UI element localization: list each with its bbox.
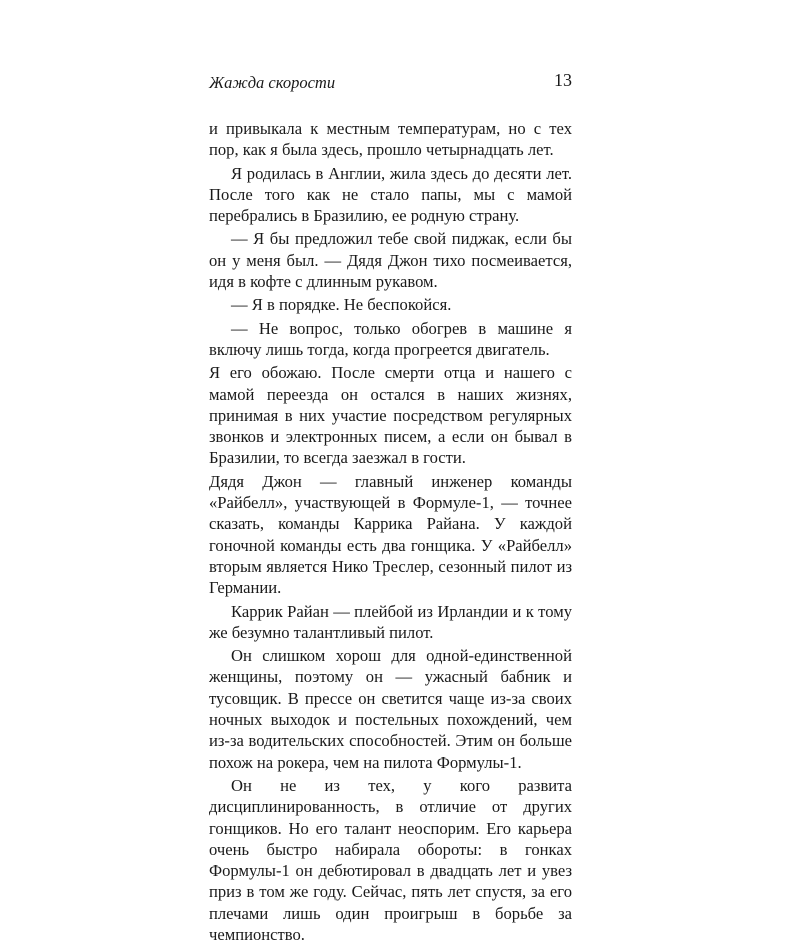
body-text bbox=[209, 118, 572, 945]
paragraph: — Я бы предложил тебе свой пиджак, если бы он у меня был. — Дядя Джон тихо посмеивается, идя в кофте с длинным рукавом. bbox=[209, 229, 572, 292]
paragraph: Каррик Райан — плейбой из Ирландии и к тому же безумно талантливый пилот. bbox=[209, 601, 572, 642]
paragraph: Я его обожаю. После смерти отца и нашего с мамой переезда он остался в наших жизнях, принимая в них участие посредством регулярных звонков и электронных писем, а если он бывал в Бразилии, то всегда заезжал в гости. bbox=[209, 363, 572, 468]
running-title: Жажда скорости bbox=[209, 73, 336, 92]
paragraph: Он не из тех, у кого развита дисциплинированность, в отличие от других гонщиков. Но его талант неоспорим. Его карьера очень быстро набирала обороты: в гонках Формулы-1 он дебютировал в двадцать лет и увез приз в том же году. Сейчас, пять лет спустя, за его плечами лишь один проигрыш в борьбе за чемпионство. bbox=[209, 775, 572, 944]
paragraph: — Я в порядке. Не беспокойся. bbox=[231, 295, 452, 315]
paragraph: Дядя Джон — главный инженер команды «Райбелл», участвующей в Формуле-1, — точнее сказать, команды Каррика Райана. У каждой гоночной команды есть два гонщика. У «Райбелл» вторым является Нико Треслер, сезонный пилот из Германии. bbox=[209, 471, 572, 598]
paragraph: — Не вопрос, только обогрев в машине я включу лишь тогда, когда прогреется двигатель. bbox=[209, 318, 572, 359]
paragraph: Он слишком хорош для одной-единственной женщины, поэтому он — ужасный бабник и тусовщик. В прессе он светится чаще из-за своих ночных выходок и постельных похождений, чем из-за водительских способностей. Этим он больше похож на рокера, чем на пилота Формулы-1. bbox=[209, 646, 572, 772]
paragraph: и привыкала к местным температурам, но с тех пор, как я была здесь, прошло четырнадцать лет. bbox=[209, 119, 572, 160]
paragraph: Я родилась в Англии, жила здесь до десяти лет. После того как не стало папы, мы с мамой перебрались в Бразилию, ее родную страну. bbox=[209, 163, 572, 226]
page-number: 13 bbox=[554, 70, 572, 90]
